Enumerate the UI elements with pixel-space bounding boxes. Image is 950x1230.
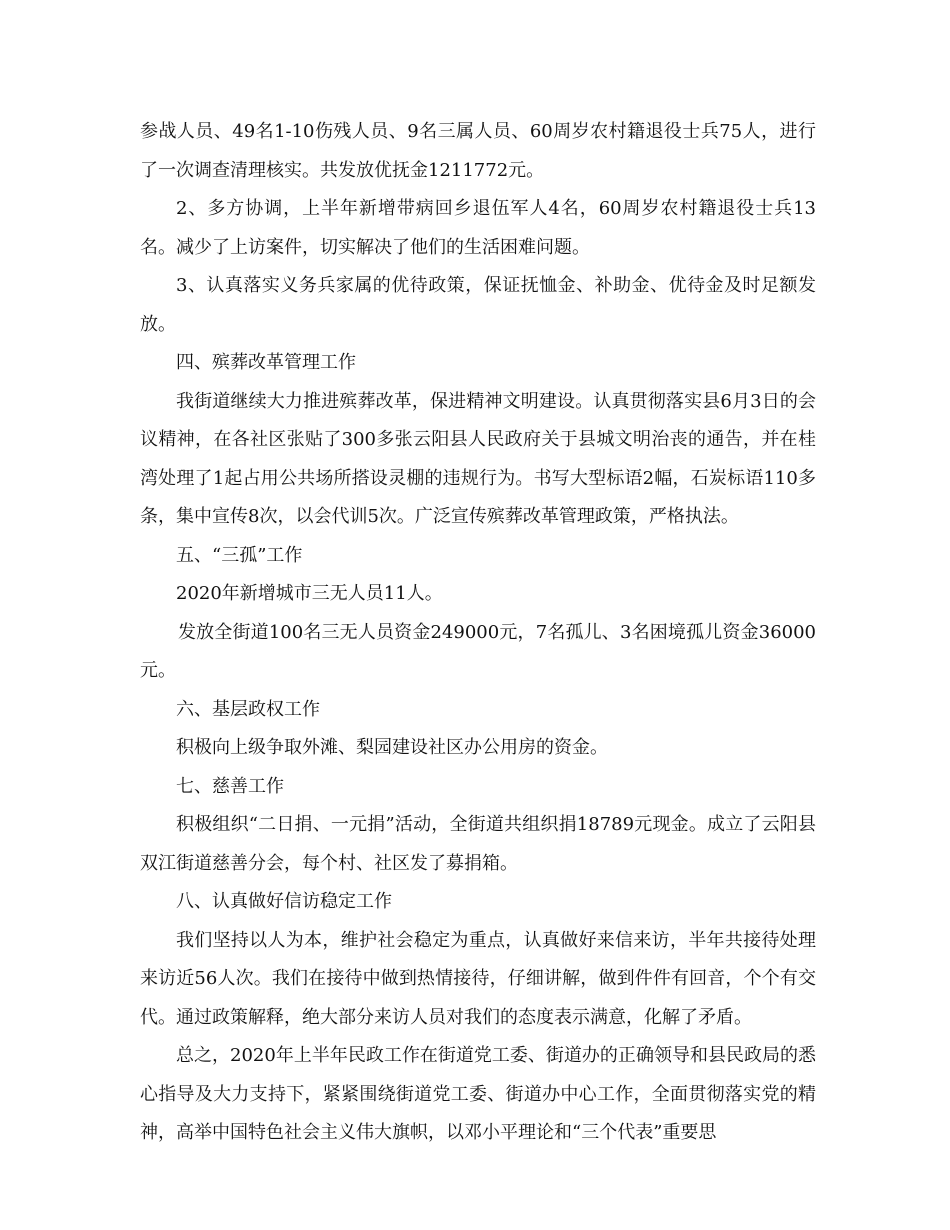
paragraph-funds-issued: 发放全街道100名三无人员资金249000元，7名孤儿、3名困境孤儿资金36000元。	[140, 621, 816, 681]
paragraph-grassroots: 积极向上级争取外滩、梨园建设社区办公用房的资金。	[176, 737, 608, 758]
paragraph-petition: 我们坚持以人为本，维护社会稳定为重点，认真做好来信来访，半年共接待处理来访近56人次。我们在接待中做到热情接待，仔细讲解，做到件件有回音，个个有交代。通过政策解释，绝大部分来访人员对我们的态度表示满意，化解了矛盾。	[140, 929, 816, 1028]
paragraph-charity: 积极组织“二日捐、一元捐”活动，全街道共组织捐18789元现金。成立了云阳县双江街道慈善分会，每个村、社区发了募捐箱。	[140, 814, 816, 874]
section-heading-8: 八、认真做好信访稳定工作	[176, 891, 392, 912]
list-item-2: 2、多方协调，上半年新增带病回乡退伍军人4名，60周岁农村籍退役士兵13名。减少了上访案件，切实解决了他们的生活困难问题。	[140, 198, 816, 258]
paragraph-summary: 总之，2020年上半年民政工作在街道党工委、街道办的正确领导和县民政局的悉心指导及大力支持下，紧紧围绕街道党工委、街道办中心工作，全面贯彻落实党的精神，高举中国特色社会主义伟大旗帜，以邓小平理论和“三个代表”重要思	[140, 1045, 816, 1143]
section-heading-6: 六、基层政权工作	[176, 698, 320, 720]
list-item-3: 3、认真落实义务兵家属的优待政策，保证抚恤金、补助金、优待金及时足额发放。	[140, 275, 816, 335]
paragraph-continuation: 参战人员、49名1-10伤残人员、9名三属人员、60周岁农村籍退役士兵75人，进行了一次调查清理核实。共发放优抚金1211772元。	[140, 121, 816, 181]
document-body	[140, 113, 816, 1153]
section-heading-4: 四、殡葬改革管理工作	[176, 352, 356, 373]
section-heading-7: 七、慈善工作	[176, 775, 284, 797]
paragraph-funeral-reform: 我街道继续大力推进殡葬改革，保进精神文明建设。认真贯彻落实县6月3日的会议精神，在各社区张贴了300多张云阳县人民政府关于县城文明治丧的通告，并在桂湾处理了1起占用公共场所搭设灵棚的违规行为。书写大型标语2幅，石炭标语110多条，集中宣传8次，以会代训5次。广泛宣传殡葬改革管理政策，严格执法。	[140, 390, 816, 527]
section-heading-5: 五、“三孤”工作	[176, 544, 303, 566]
paragraph-new-three-none: 2020年新增城市三无人员11人。	[176, 583, 443, 604]
